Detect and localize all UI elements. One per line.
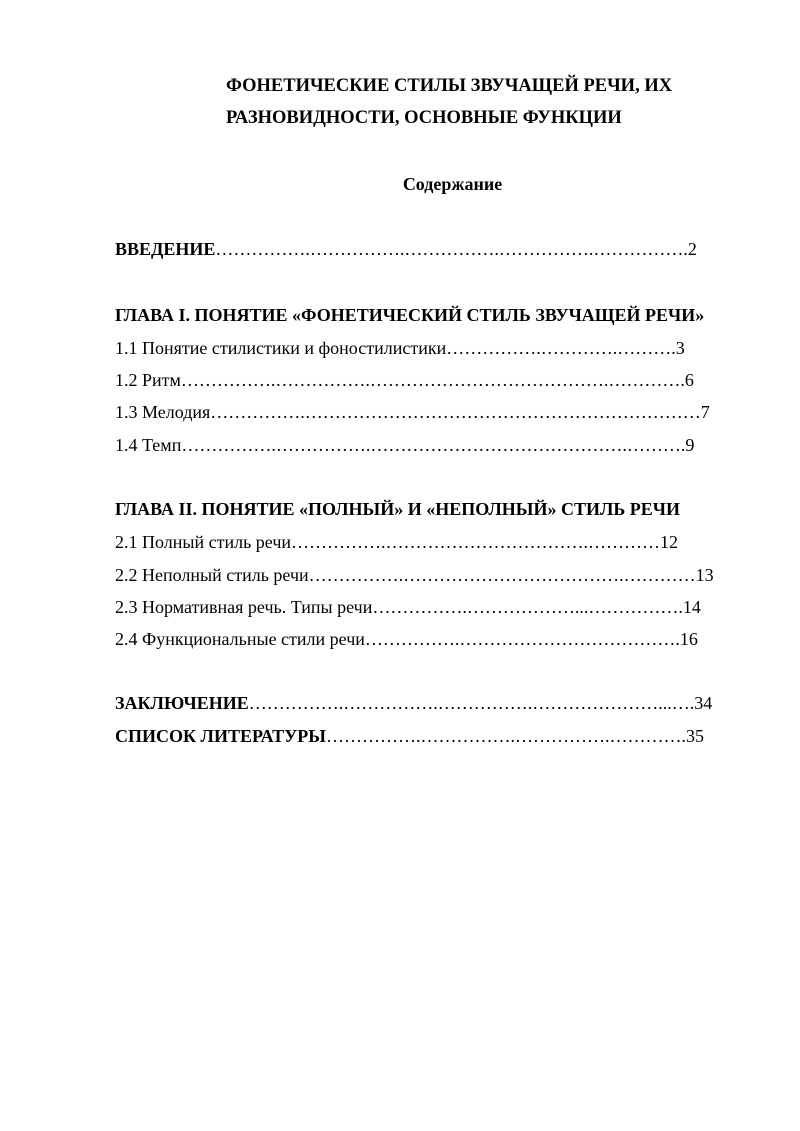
toc-leader-dots: …………….………………………………………………………… [210, 402, 701, 422]
toc-entry-label: 1.1 Понятие стилистики и фоностилистики [115, 338, 447, 358]
toc-leader-dots: …………….………………………………. [364, 629, 680, 649]
toc-page-number: 34 [694, 693, 713, 713]
toc-entry-1-1[interactable] [115, 337, 685, 359]
toc-entry-2-3[interactable] [115, 596, 701, 618]
toc-entry-label: ЗАКЛЮЧЕНИЕ [115, 693, 249, 713]
toc-entry-label: ВВЕДЕНИЕ [115, 239, 216, 259]
toc-leader-dots: …………….……………………………….………… [308, 565, 696, 585]
document-title-line-2: РАЗНОВИДНОСТИ, ОСНОВНЫЕ ФУНКЦИИ [226, 108, 622, 128]
toc-page-number: 16 [679, 629, 698, 649]
toc-entry-label: 2.2 Неполный стиль речи [115, 565, 309, 585]
toc-entry-2-1[interactable] [115, 531, 678, 553]
toc-leader-dots: …………….…………….…………….…………….……………. [215, 239, 688, 259]
toc-leader-dots: …………….…………….…………….…………………...…. [248, 693, 695, 713]
toc-page-number: 3 [675, 338, 685, 358]
toc-chapter-2-heading[interactable]: ГЛАВА II. ПОНЯТИЕ «ПОЛНЫЙ» И «НЕПОЛНЫЙ» СТИЛЬ РЕЧИ [115, 499, 680, 519]
toc-page-number: 2 [687, 239, 697, 259]
toc-entry-2-4[interactable] [115, 628, 698, 650]
toc-entry-label: 2.3 Нормативная речь. Типы речи [115, 597, 373, 617]
toc-page-number: 13 [695, 565, 714, 585]
toc-leader-dots: …………….…………….…………………………………….………. [181, 435, 686, 455]
toc-entry-label: 1.2 Ритм [115, 370, 181, 390]
toc-entry-1-4[interactable] [115, 434, 694, 456]
document-title-line-1: ФОНЕТИЧЕСКИЕ СТИЛЫ ЗВУЧАЩЕЙ РЕЧИ, ИХ [226, 76, 673, 96]
toc-leader-dots: …………….…………….………………………………….…………. [180, 370, 685, 390]
toc-entry-label: СПИСОК ЛИТЕРАТУРЫ [115, 726, 326, 746]
toc-page-number: 12 [660, 532, 679, 552]
contents-heading: Содержание [402, 174, 503, 194]
toc-page-number: 6 [684, 370, 694, 390]
toc-page-number: 9 [685, 435, 695, 455]
toc-entry-1-2[interactable] [115, 369, 694, 391]
toc-entry-references[interactable] [115, 725, 704, 747]
toc-entry-conclusion[interactable] [115, 692, 712, 714]
toc-entry-label: 1.3 Мелодия [115, 402, 211, 422]
toc-entry-2-2[interactable] [115, 564, 714, 586]
toc-entry-label: 2.1 Полный стиль речи [115, 532, 292, 552]
toc-page-number: 35 [685, 726, 704, 746]
toc-leader-dots: …………….………………...……………. [372, 597, 683, 617]
toc-page-number: 14 [682, 597, 701, 617]
toc-entry-1-3[interactable] [115, 401, 710, 423]
toc-entry-introduction[interactable] [115, 238, 697, 260]
toc-entry-label: 1.4 Темп [115, 435, 182, 455]
toc-chapter-1-heading[interactable]: ГЛАВА I. ПОНЯТИЕ «ФОНЕТИЧЕСКИЙ СТИЛЬ ЗВУЧАЩЕЙ РЕЧИ» [115, 305, 705, 325]
toc-entry-label: 2.4 Функциональные стили речи [115, 629, 365, 649]
toc-leader-dots: …………….…………….…………….…………. [325, 726, 686, 746]
toc-leader-dots: …………….………….………. [446, 338, 676, 358]
toc-page-number: 7 [700, 402, 710, 422]
toc-leader-dots: …………….…………………………….………… [291, 532, 661, 552]
